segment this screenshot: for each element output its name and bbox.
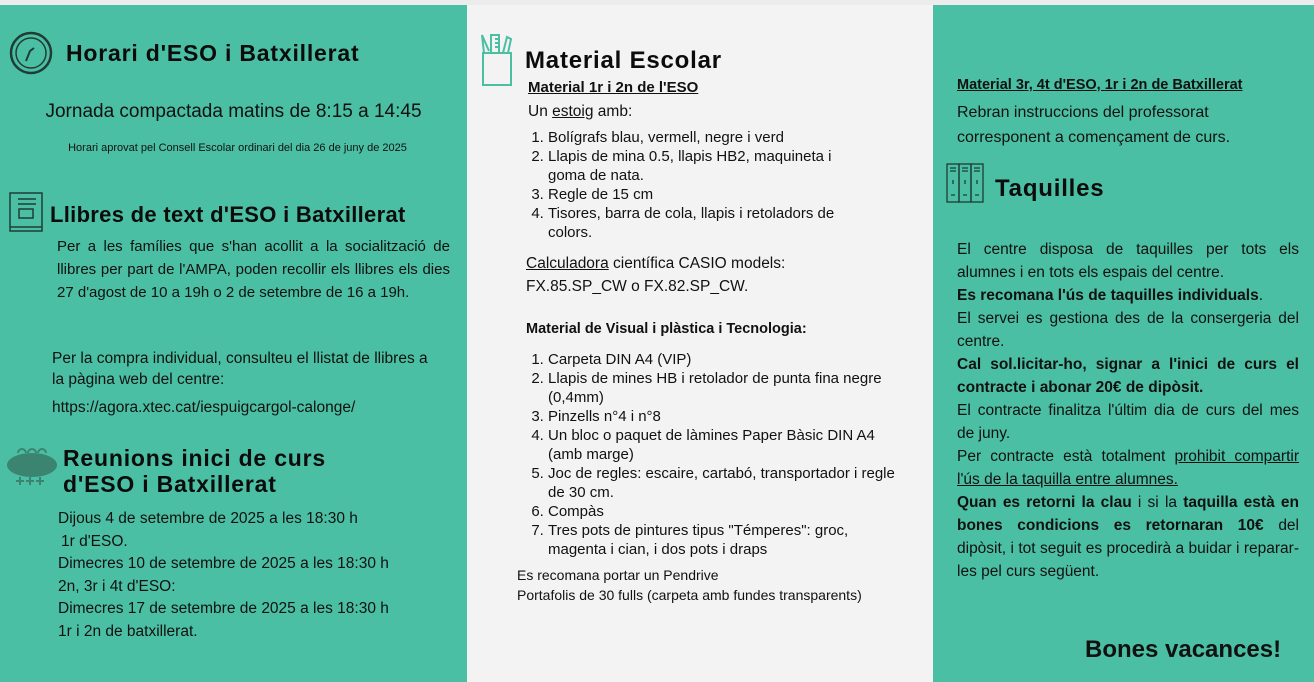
closing-message: Bones vacances! (1085, 636, 1282, 663)
right-panel (933, 5, 1314, 682)
extras (517, 565, 921, 605)
material-3-4-heading: Material 3r, 4t d'ESO, 1r i 2n de Batxillerat (957, 77, 1243, 93)
pendrive-note: Es recomana portar un Pendrive (517, 567, 719, 583)
reunio-line: Dimecres 10 de setembre de 2025 a les 18:30 h (58, 555, 389, 572)
taquilles-retornaran: taquilla està en bones condicions es retornaran 10€ (957, 494, 1299, 534)
taquilles-p7-mid: i si la (1131, 494, 1184, 511)
clock-icon (9, 31, 53, 75)
reunio-line: Dijous 4 de setembre de 2025 a les 18:30 h (58, 510, 358, 527)
reunio-line: 2n, 3r i 4t d'ESO: (58, 577, 176, 595)
taquilles-prohibit-pre: Per contracte està totalment (957, 448, 1175, 465)
calculadora-word: Calculadora (526, 255, 609, 272)
list-item: 3. Pinzells n°4 i n°8 (548, 407, 903, 426)
lockers-icon (946, 163, 986, 205)
taquilles-p5: El contracte finalitza l'últim dia de curs del mes de juny. (957, 402, 1299, 442)
taquilles-text (957, 238, 1299, 583)
material-3-4-text: Rebran instruccions del professorat corresponent a començament de curs. (957, 104, 1231, 146)
left-panel (0, 5, 467, 682)
taquilles-p1: El centre disposa de taquilles per tots els alumnes i en tots els espais del centre. (957, 241, 1299, 281)
taquilles-p2 (957, 284, 1299, 307)
taquilles-period: . (1258, 287, 1264, 304)
horari-title: Horari d'ESO i Batxillerat (66, 40, 360, 66)
visual-list (528, 350, 903, 559)
taquilles-p3: El servei es gestiona des de la consergeria del centre. (957, 310, 1299, 350)
llibres-paragraph: Per a les famílies que s'han acollit a la socialització de llibres per part de l'AMPA, poden recollir els llibres els dies 27 d'agost de 10 a 19h o 2 de setembre de 16 a 19h. (57, 238, 450, 301)
list-item: 4. Tisores, barra de cola, llapis i retoladors de colors. (548, 204, 868, 242)
reunions-list (58, 508, 389, 643)
calculadora-rest: científica CASIO models: (608, 255, 786, 272)
middle-panel (467, 5, 933, 682)
llibres-title: Llibres de text d'ESO i Batxillerat (50, 202, 406, 227)
taquilles-recomana: Es recomana l'ús de taquilles individuals (957, 287, 1259, 304)
list-item: 2. Llapis de mina 0.5, llapis HB2, maquineta i goma de nata. (548, 147, 868, 185)
list-item: 5. Joc de regles: escaire, cartabó, transportador i regle de 30 cm. (548, 464, 903, 502)
portafolis-note: Portafolis de 30 fulls (carpeta amb fundes transparents) (517, 587, 862, 603)
calculadora (526, 252, 921, 298)
pencil-cup-icon (481, 31, 515, 87)
taquilles-sollicitar: Cal sol.licitar-ho, signar a l'inici de curs el contracte i abonar 20€ de dipòsit. (957, 356, 1299, 396)
reunions-title-line1: Reunions inici de curs (63, 445, 326, 471)
reunio-line: Dimecres 17 de setembre de 2025 a les 18:30 h (58, 600, 389, 617)
reunions-title-line2: d'ESO i Batxillerat (63, 471, 277, 497)
horari-jornada: Jornada compactada matins de 8:15 a 14:45 (45, 101, 422, 122)
material-title: Material Escolar (525, 47, 722, 74)
material-visual-heading: Material de Visual i plàstica i Tecnologia: (526, 321, 807, 337)
estoig-post: amb: (593, 103, 633, 120)
taquilles-prohibit: prohibit compartir l'ús de la taquilla entre alumnes. (957, 448, 1299, 488)
list-item: 3. Regle de 15 cm (548, 185, 868, 204)
taquilles-p6 (957, 445, 1299, 491)
list-item: 6. Compàs (548, 502, 903, 521)
taquilles-retorni: Quan es retorni la clau (957, 494, 1132, 511)
taquilles-p7 (957, 491, 1299, 583)
horari-aprovat: Horari aprovat pel Consell Escolar ordinari del dia 26 de juny de 2025 (68, 142, 407, 154)
estoig-intro (526, 102, 921, 122)
list-item: 2. Llapis de mines HB i retolador de punta fina negre (0,4mm) (548, 369, 903, 407)
material-content (517, 78, 921, 605)
meeting-table-icon (6, 441, 58, 487)
calculadora-models: FX.85.SP_CW o FX.82.SP_CW. (526, 278, 749, 295)
book-icon (8, 191, 46, 235)
llibres-url[interactable]: https://agora.xtec.cat/iespuigcargol-calonge/ (52, 399, 356, 416)
list-item: 7. Tres pots de pintures tipus "Témperes": groc, magenta i cian, i dos pots i draps (548, 521, 903, 559)
estoig-list (528, 128, 868, 242)
material-1-2-heading: Material 1r i 2n de l'ESO (528, 79, 699, 96)
estoig-word: estoig (552, 103, 594, 120)
reunio-line: 1r i 2n de batxillerat. (58, 622, 198, 640)
list-item: 1. Carpeta DIN A4 (VIP) (548, 350, 903, 369)
list-item: 4. Un bloc o paquet de làmines Paper Bàsic DIN A4 (amb marge) (548, 426, 903, 464)
reunio-line: 1r d'ESO. (61, 532, 128, 550)
taquilles-title: Taquilles (995, 175, 1105, 202)
llibres-compra: Per la compra individual, consulteu el llistat de llibres a la pàgina web del centre: (52, 350, 428, 388)
list-item: 1. Bolígrafs blau, vermell, negre i verd (548, 128, 868, 147)
estoig-pre: Un (528, 103, 553, 120)
reunions-title (63, 445, 326, 497)
taquilles-p7-end: del dipòsit, i tot seguit es procedirà a buidar i reparar-les pel curs següent. (957, 517, 1300, 580)
